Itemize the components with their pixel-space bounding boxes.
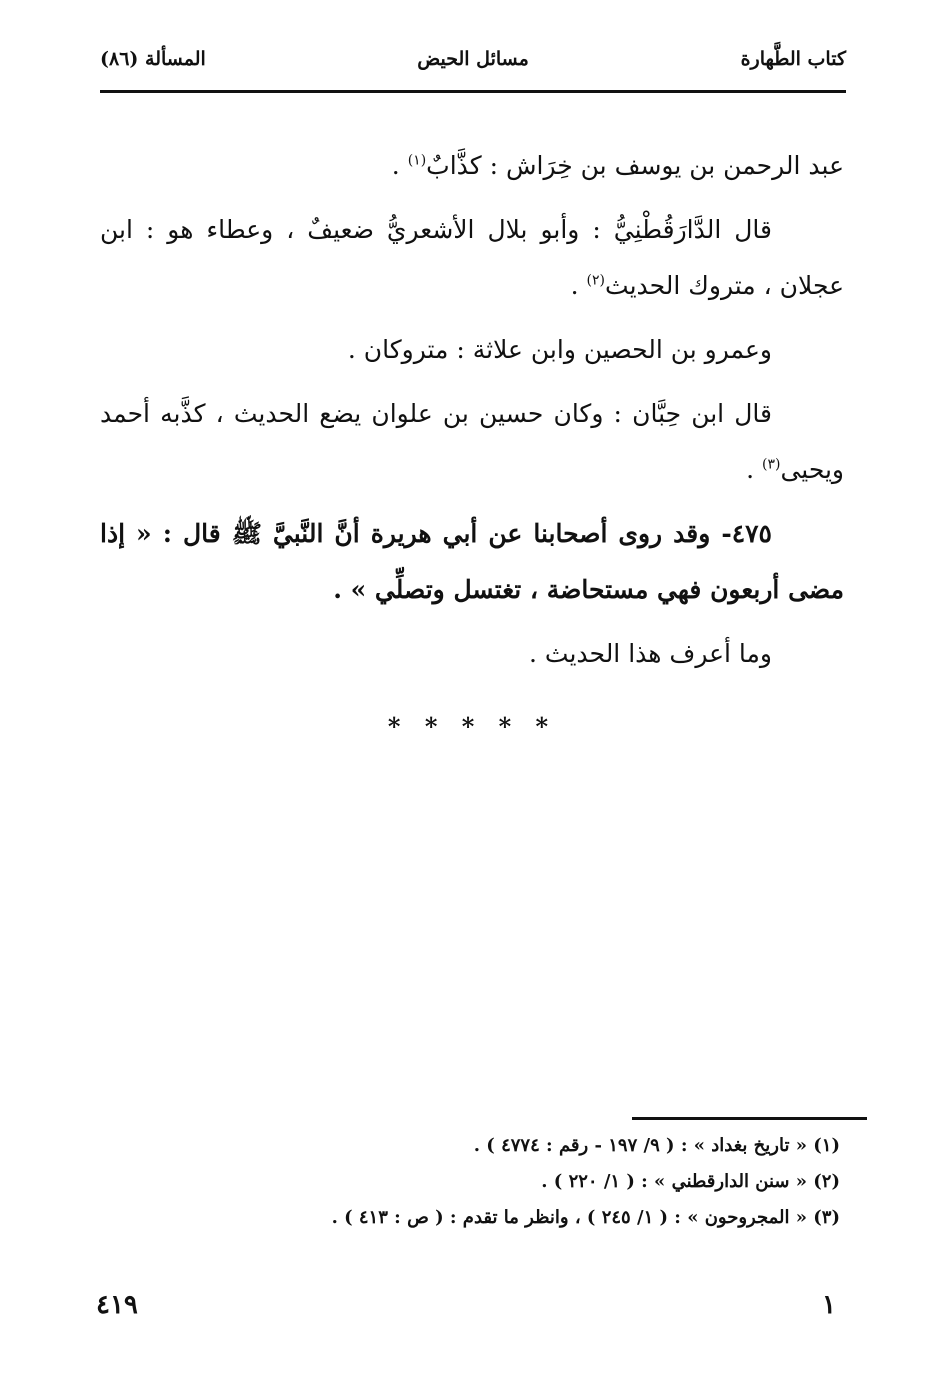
hadith-paragraph: ٤٧٥- وقد روى أصحابنا عن أبي هريرة أنَّ النَّبيَّ ﷺ قال : « إذا مضى أربعون فهي مستحاضة ، تغتسل وتصلِّي » . bbox=[100, 519, 844, 604]
footnote: (٣) « المجروحون » : ( ١/ ٢٤٥ ) ، وانظر ما تقدم : ( ص : ٤١٣ ) . bbox=[331, 1207, 840, 1228]
footnote-ref: (١) bbox=[407, 152, 427, 169]
footnote-ref: (٣) bbox=[761, 456, 781, 473]
issue-number: المسألة (٨٦) bbox=[100, 48, 206, 70]
paragraph: عبد الرحمن بن يوسف بن خِرَاش : كذَّابٌ$^{(١)}$ . bbox=[391, 151, 844, 180]
signature-mark: ١ bbox=[822, 1290, 836, 1320]
footnote: (١) « تاريخ بغداد » : ( ٩/ ١٩٧ - رقم : ٤٧٧٤ ) . bbox=[473, 1135, 840, 1156]
footnote: (٢) « سنن الدارقطني » : ( ١/ ٢٢٠ ) . bbox=[541, 1171, 840, 1192]
book-title: كتاب الطَّهارة bbox=[740, 48, 846, 70]
running-header bbox=[100, 44, 846, 80]
main-text bbox=[100, 138, 844, 682]
page-number: ٤١٩ bbox=[96, 1290, 138, 1320]
header-rule bbox=[100, 90, 846, 93]
chapter-title: مسائل الحيض bbox=[417, 48, 529, 70]
footnote-ref: (٢) bbox=[586, 272, 606, 289]
paragraph: قال ابن حِبَّان : وكان حسين بن علوان يضع الحديث ، كذَّبه أحمد ويحيى$^{(٣)}$ . bbox=[100, 399, 844, 484]
footnote-rule bbox=[632, 1117, 867, 1120]
paragraph: وما أعرف هذا الحديث . bbox=[529, 639, 772, 668]
footnotes bbox=[100, 1128, 840, 1236]
paragraph: قال الدَّارَقُطْنِيُّ : وأبو بلال الأشعريُّ ضعيفٌ ، وعطاء هو : ابن عجلان ، متروك الحديث$^{(٢)}$ . bbox=[100, 215, 844, 300]
paragraph: وعمرو بن الحصين وابن علاثة : متروكان . bbox=[347, 335, 772, 364]
section-separator: * * * * * bbox=[387, 712, 557, 741]
